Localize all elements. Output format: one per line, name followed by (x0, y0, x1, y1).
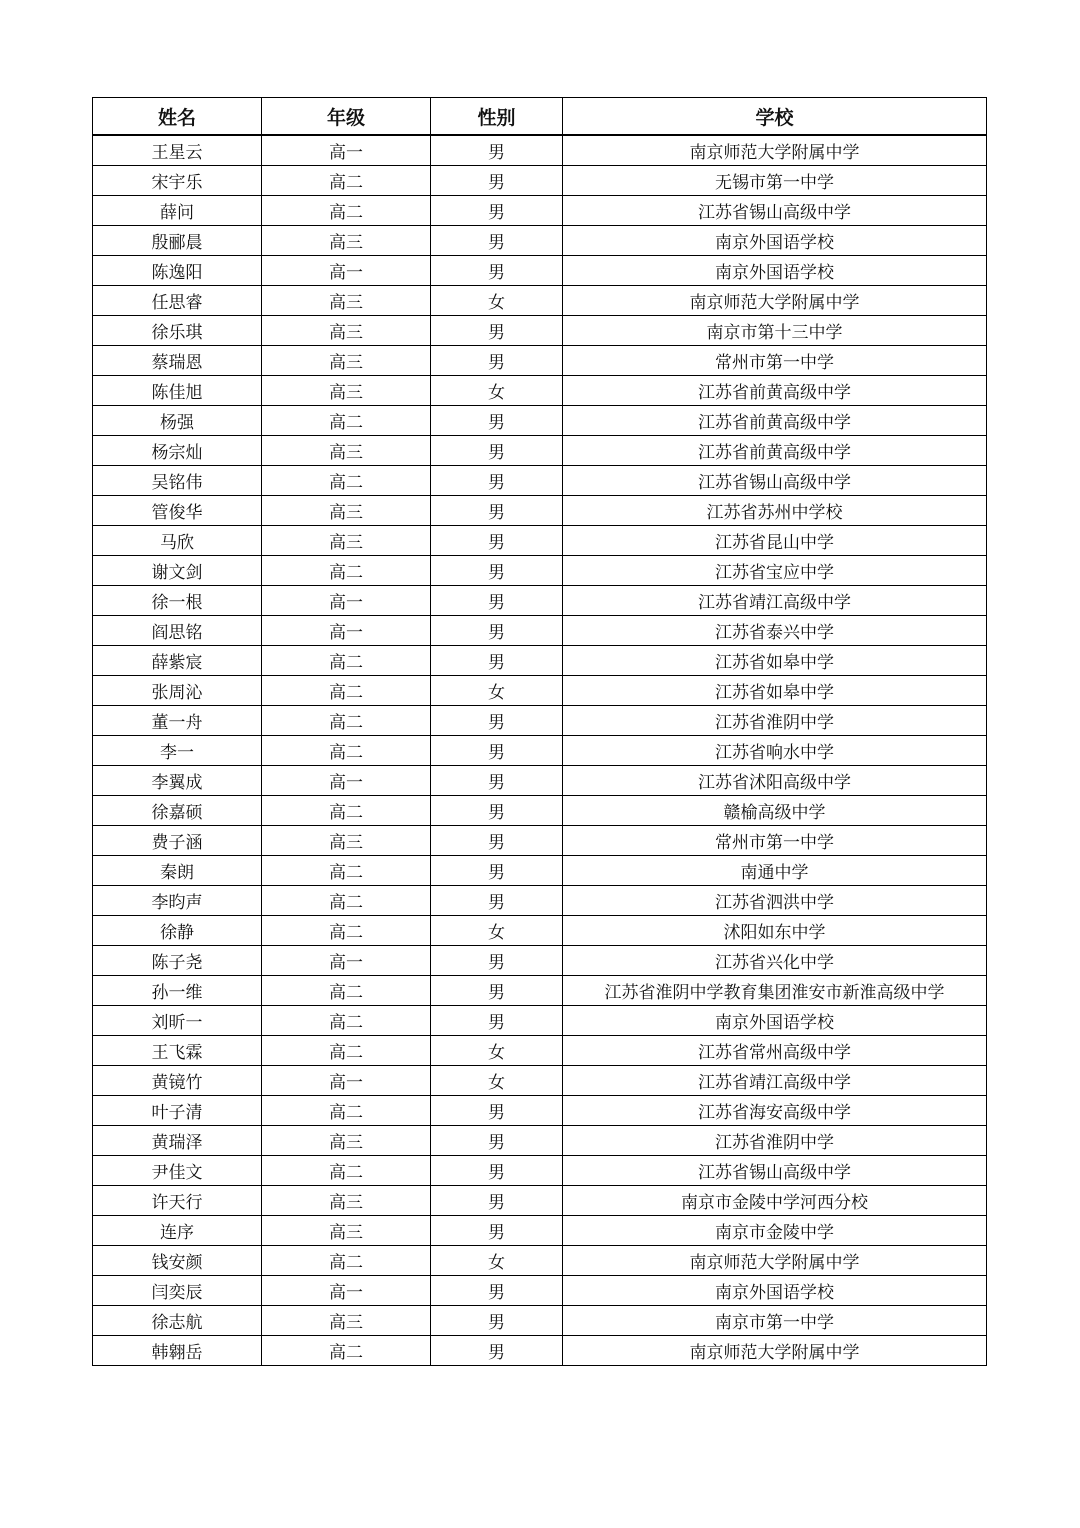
cell-gender: 男 (431, 736, 563, 766)
cell-grade: 高二 (262, 916, 431, 946)
cell-name: 刘昕一 (93, 1006, 262, 1036)
cell-grade: 高二 (262, 166, 431, 196)
cell-gender: 男 (431, 436, 563, 466)
cell-gender: 男 (431, 886, 563, 916)
cell-name: 管俊华 (93, 496, 262, 526)
cell-grade: 高二 (262, 1156, 431, 1186)
cell-gender: 男 (431, 135, 563, 166)
cell-grade: 高二 (262, 1006, 431, 1036)
cell-name: 李一 (93, 736, 262, 766)
table-body (93, 135, 987, 1366)
table-row (93, 1036, 987, 1066)
header-row (93, 98, 987, 136)
cell-grade: 高一 (262, 1276, 431, 1306)
cell-school: 南京外国语学校 (563, 1276, 987, 1306)
header-name: 姓名 (93, 98, 262, 136)
cell-grade: 高二 (262, 646, 431, 676)
cell-school: 南京市金陵中学 (563, 1216, 987, 1246)
cell-grade: 高一 (262, 616, 431, 646)
cell-school: 江苏省沭阳高级中学 (563, 766, 987, 796)
cell-name: 马欣 (93, 526, 262, 556)
table-row (93, 406, 987, 436)
cell-school: 江苏省苏州中学校 (563, 496, 987, 526)
table-row (93, 1186, 987, 1216)
roster-table (92, 97, 987, 1366)
cell-name: 徐静 (93, 916, 262, 946)
table-row (93, 646, 987, 676)
cell-grade: 高二 (262, 1036, 431, 1066)
cell-grade: 高二 (262, 886, 431, 916)
cell-grade: 高三 (262, 1216, 431, 1246)
cell-name: 陈佳旭 (93, 376, 262, 406)
cell-school: 南京市金陵中学河西分校 (563, 1186, 987, 1216)
cell-gender: 女 (431, 1246, 563, 1276)
cell-grade: 高三 (262, 526, 431, 556)
table-row (93, 526, 987, 556)
cell-name: 李翼成 (93, 766, 262, 796)
table-row (93, 856, 987, 886)
cell-gender: 男 (431, 496, 563, 526)
cell-grade: 高二 (262, 556, 431, 586)
cell-name: 黄镜竹 (93, 1066, 262, 1096)
cell-name: 李昀声 (93, 886, 262, 916)
cell-school: 江苏省泗洪中学 (563, 886, 987, 916)
cell-school: 江苏省宝应中学 (563, 556, 987, 586)
table-row (93, 886, 987, 916)
cell-grade: 高三 (262, 436, 431, 466)
cell-grade: 高二 (262, 706, 431, 736)
cell-grade: 高三 (262, 826, 431, 856)
cell-name: 阎思铭 (93, 616, 262, 646)
header-gender: 性别 (431, 98, 563, 136)
cell-name: 孙一维 (93, 976, 262, 1006)
cell-name: 薛紫宸 (93, 646, 262, 676)
cell-name: 吴铭伟 (93, 466, 262, 496)
table-row (93, 796, 987, 826)
cell-name: 陈子尧 (93, 946, 262, 976)
cell-grade: 高三 (262, 286, 431, 316)
table-row (93, 946, 987, 976)
cell-school: 江苏省锡山高级中学 (563, 196, 987, 226)
table-row (93, 556, 987, 586)
table-row (93, 226, 987, 256)
table-row (93, 316, 987, 346)
cell-name: 谢文剑 (93, 556, 262, 586)
cell-grade: 高二 (262, 856, 431, 886)
cell-school: 无锡市第一中学 (563, 166, 987, 196)
table-row (93, 736, 987, 766)
cell-name: 徐嘉硕 (93, 796, 262, 826)
cell-school: 南京师范大学附属中学 (563, 1336, 987, 1366)
table-row (93, 586, 987, 616)
cell-grade: 高二 (262, 1096, 431, 1126)
cell-gender: 男 (431, 976, 563, 1006)
cell-name: 董一舟 (93, 706, 262, 736)
header-school: 学校 (563, 98, 987, 136)
cell-grade: 高二 (262, 676, 431, 706)
table-row (93, 256, 987, 286)
table-row (93, 135, 987, 166)
table-row (93, 616, 987, 646)
cell-school: 江苏省淮阴中学 (563, 1126, 987, 1156)
cell-school: 南京市第十三中学 (563, 316, 987, 346)
cell-gender: 男 (431, 586, 563, 616)
table-row (93, 1126, 987, 1156)
cell-name: 王星云 (93, 135, 262, 166)
cell-name: 黄瑞泽 (93, 1126, 262, 1156)
cell-gender: 男 (431, 1006, 563, 1036)
cell-school: 江苏省淮阴中学 (563, 706, 987, 736)
table-row (93, 466, 987, 496)
cell-grade: 高一 (262, 256, 431, 286)
cell-school: 江苏省锡山高级中学 (563, 1156, 987, 1186)
cell-gender: 男 (431, 856, 563, 886)
cell-gender: 男 (431, 346, 563, 376)
cell-school: 南京外国语学校 (563, 226, 987, 256)
cell-school: 南京外国语学校 (563, 1006, 987, 1036)
cell-grade: 高三 (262, 496, 431, 526)
cell-name: 连序 (93, 1216, 262, 1246)
table-row (93, 1066, 987, 1096)
cell-name: 闫奕辰 (93, 1276, 262, 1306)
cell-name: 钱安颜 (93, 1246, 262, 1276)
cell-gender: 女 (431, 1066, 563, 1096)
cell-gender: 男 (431, 646, 563, 676)
cell-grade: 高三 (262, 346, 431, 376)
cell-grade: 高二 (262, 1336, 431, 1366)
table-row (93, 676, 987, 706)
table-row (93, 766, 987, 796)
cell-grade: 高二 (262, 1246, 431, 1276)
cell-name: 徐一根 (93, 586, 262, 616)
cell-gender: 男 (431, 1126, 563, 1156)
cell-grade: 高二 (262, 736, 431, 766)
cell-gender: 男 (431, 406, 563, 436)
cell-gender: 男 (431, 766, 563, 796)
cell-school: 江苏省淮阴中学教育集团淮安市新淮高级中学 (563, 976, 987, 1006)
cell-school: 江苏省海安高级中学 (563, 1096, 987, 1126)
cell-name: 韩翱岳 (93, 1336, 262, 1366)
cell-gender: 男 (431, 526, 563, 556)
cell-school: 南京师范大学附属中学 (563, 135, 987, 166)
cell-school: 常州市第一中学 (563, 346, 987, 376)
cell-gender: 男 (431, 1276, 563, 1306)
table-row (93, 916, 987, 946)
header-grade: 年级 (262, 98, 431, 136)
cell-gender: 男 (431, 1186, 563, 1216)
cell-gender: 女 (431, 916, 563, 946)
table-row (93, 376, 987, 406)
cell-name: 蔡瑞恩 (93, 346, 262, 376)
cell-grade: 高二 (262, 406, 431, 436)
cell-grade: 高三 (262, 1126, 431, 1156)
cell-gender: 男 (431, 556, 563, 586)
cell-name: 徐乐琪 (93, 316, 262, 346)
cell-name: 尹佳文 (93, 1156, 262, 1186)
cell-school: 赣榆高级中学 (563, 796, 987, 826)
cell-gender: 男 (431, 316, 563, 346)
cell-grade: 高二 (262, 976, 431, 1006)
cell-name: 王飞霖 (93, 1036, 262, 1066)
cell-grade: 高一 (262, 135, 431, 166)
cell-school: 江苏省昆山中学 (563, 526, 987, 556)
cell-name: 殷郦晨 (93, 226, 262, 256)
cell-name: 杨宗灿 (93, 436, 262, 466)
cell-grade: 高三 (262, 1186, 431, 1216)
cell-name: 徐志航 (93, 1306, 262, 1336)
cell-gender: 男 (431, 1096, 563, 1126)
table-row (93, 706, 987, 736)
cell-name: 费子涵 (93, 826, 262, 856)
table-row (93, 166, 987, 196)
cell-school: 南京师范大学附属中学 (563, 1246, 987, 1276)
table-row (93, 1276, 987, 1306)
cell-gender: 女 (431, 286, 563, 316)
cell-gender: 男 (431, 166, 563, 196)
cell-school: 江苏省响水中学 (563, 736, 987, 766)
cell-gender: 男 (431, 1336, 563, 1366)
cell-school: 江苏省如皋中学 (563, 646, 987, 676)
table-row (93, 1006, 987, 1036)
cell-name: 张周沁 (93, 676, 262, 706)
cell-name: 叶子清 (93, 1096, 262, 1126)
cell-school: 江苏省前黄高级中学 (563, 436, 987, 466)
cell-name: 秦朗 (93, 856, 262, 886)
cell-school: 江苏省前黄高级中学 (563, 376, 987, 406)
cell-name: 任思睿 (93, 286, 262, 316)
cell-gender: 男 (431, 466, 563, 496)
table-row (93, 1336, 987, 1366)
cell-school: 南京师范大学附属中学 (563, 286, 987, 316)
table-row (93, 826, 987, 856)
cell-gender: 男 (431, 1306, 563, 1336)
cell-school: 江苏省兴化中学 (563, 946, 987, 976)
table-row (93, 1156, 987, 1186)
cell-school: 江苏省前黄高级中学 (563, 406, 987, 436)
cell-school: 江苏省靖江高级中学 (563, 586, 987, 616)
table-row (93, 1246, 987, 1276)
cell-gender: 男 (431, 226, 563, 256)
cell-gender: 女 (431, 376, 563, 406)
cell-school: 江苏省靖江高级中学 (563, 1066, 987, 1096)
table-row (93, 286, 987, 316)
cell-school: 江苏省锡山高级中学 (563, 466, 987, 496)
table-row (93, 1216, 987, 1246)
cell-gender: 女 (431, 1036, 563, 1066)
cell-name: 陈逸阳 (93, 256, 262, 286)
cell-gender: 男 (431, 1156, 563, 1186)
cell-name: 薛问 (93, 196, 262, 226)
cell-name: 杨强 (93, 406, 262, 436)
cell-gender: 男 (431, 946, 563, 976)
cell-gender: 男 (431, 826, 563, 856)
cell-school: 沭阳如东中学 (563, 916, 987, 946)
table-row (93, 1306, 987, 1336)
cell-name: 宋宇乐 (93, 166, 262, 196)
cell-school: 南京市第一中学 (563, 1306, 987, 1336)
table-row (93, 346, 987, 376)
cell-grade: 高一 (262, 766, 431, 796)
cell-grade: 高一 (262, 946, 431, 976)
cell-grade: 高三 (262, 1306, 431, 1336)
cell-grade: 高一 (262, 1066, 431, 1096)
cell-gender: 女 (431, 676, 563, 706)
table-row (93, 976, 987, 1006)
cell-school: 常州市第一中学 (563, 826, 987, 856)
table-row (93, 1096, 987, 1126)
cell-grade: 高一 (262, 586, 431, 616)
cell-grade: 高二 (262, 466, 431, 496)
cell-school: 南京外国语学校 (563, 256, 987, 286)
cell-grade: 高三 (262, 316, 431, 346)
cell-grade: 高二 (262, 796, 431, 826)
cell-gender: 男 (431, 1216, 563, 1246)
cell-grade: 高三 (262, 226, 431, 256)
cell-grade: 高二 (262, 196, 431, 226)
cell-school: 江苏省泰兴中学 (563, 616, 987, 646)
cell-school: 南通中学 (563, 856, 987, 886)
cell-gender: 男 (431, 616, 563, 646)
cell-school: 江苏省如皋中学 (563, 676, 987, 706)
table-row (93, 196, 987, 226)
cell-gender: 男 (431, 796, 563, 826)
table-row (93, 496, 987, 526)
cell-gender: 男 (431, 256, 563, 286)
cell-school: 江苏省常州高级中学 (563, 1036, 987, 1066)
table-row (93, 436, 987, 466)
cell-gender: 男 (431, 706, 563, 736)
cell-grade: 高三 (262, 376, 431, 406)
cell-gender: 男 (431, 196, 563, 226)
cell-name: 许天行 (93, 1186, 262, 1216)
